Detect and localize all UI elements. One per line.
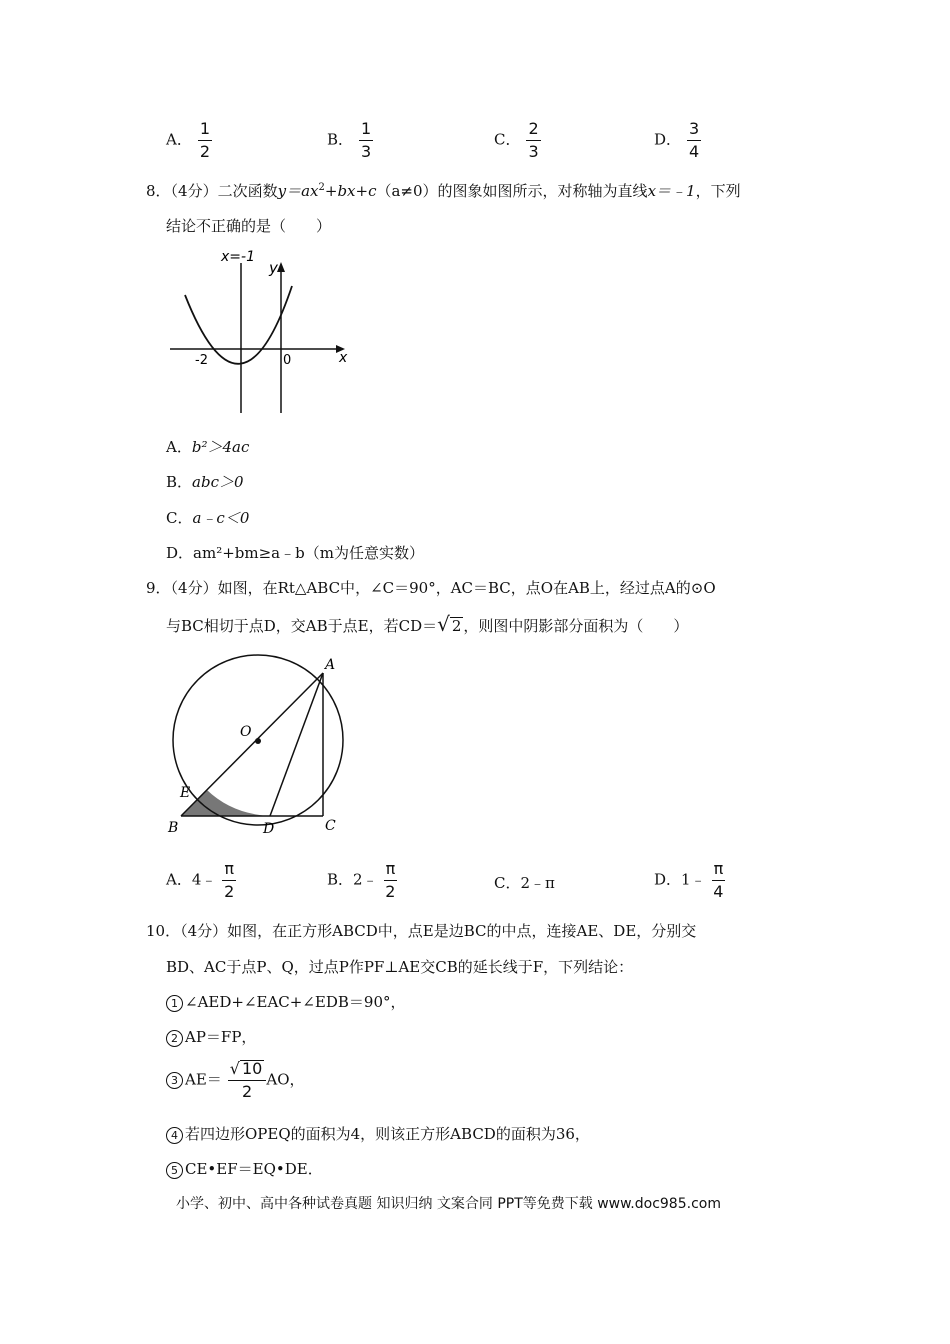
q7-option-d: D． $\frac{3}{4}$ (654, 119, 700, 161)
q8-stem-line2: 结论不正确的是（ ） (166, 217, 332, 235)
q9-stem-line2: 与BC相切于点D，交AB于点E，若CD＝√ 2 ，则图中阴影部分面积为（ ） (166, 612, 689, 636)
fraction: $\frac{\pi}{4}$ (713, 859, 724, 901)
q9-option-a: A．4﹣ $\frac{\pi}{2}$ (166, 859, 235, 901)
label-d: D (263, 821, 275, 837)
x-label: x (339, 350, 348, 366)
q7-option-c: C． $\frac{2}{3}$ (494, 119, 539, 161)
q8-option-d: D．am²+bm≥a﹣b（m为任意实数） (166, 544, 424, 562)
circled-number: 5 (166, 1162, 183, 1179)
symmetry-axis-label: x=-1 (221, 249, 255, 265)
fraction: $\frac{1}{2}$ (199, 119, 211, 161)
label-b: B (168, 820, 179, 836)
q9-option-b: B．2﹣ $\frac{\pi}{2}$ (327, 859, 396, 901)
q10-stem-line2: BD、AC于点P、Q，过点P作PF⊥AE交CB的延长线于F，下列结论： (166, 958, 634, 976)
q10-item-1: 1 ∠AED+∠EAC+∠EDB＝90°， (166, 991, 406, 1012)
q7-option-a: A． $\frac{1}{2}$ (166, 119, 211, 161)
circled-number: 2 (166, 1030, 183, 1047)
q8-parabola-graph (165, 248, 355, 418)
fraction: $\frac{\pi}{2}$ (224, 859, 235, 901)
origin-label: 0 (283, 353, 292, 368)
fraction: $\frac{2}{3}$ (528, 119, 539, 161)
q10-stem-line1: 10．（4分）如图，在正方形ABCD中，点E是边BC的中点，连接AE、DE，分别交 (146, 922, 697, 940)
q9-option-d: D．1﹣ $\frac{\pi}{4}$ (654, 859, 724, 901)
circled-number: 1 (166, 995, 183, 1012)
label-c: C (325, 818, 336, 834)
q8-stem-line1: 8．（4分）二次函数$y=ax^2+bx+c(a\ne 0)$的图象如图所示，对称轴为直线x＝﹣1，下列 (146, 182, 741, 200)
center-point (255, 738, 261, 744)
fraction: $\frac{1}{3}$ (361, 119, 372, 161)
q10-item-3: 3 AE＝ $\frac{√ 10}{2}$ AO， (166, 1060, 305, 1101)
fraction: $\frac{√ 10}{2}$ (228, 1060, 267, 1101)
q10-item-5: 5 CE•EF＝EQ•DE． (166, 1158, 323, 1179)
q7-option-b: B． $\frac{1}{3}$ (327, 119, 372, 161)
q8-option-c: C．a﹣c＜0 (166, 509, 250, 527)
q9-stem-line1: 9．（4分）如图，在Rt△ABC中，∠C＝90°，AC＝BC，点O在AB上，经过点A的⊙O (146, 579, 716, 597)
q8-option-b: B．abc＞0 (166, 473, 244, 491)
segment-ab (181, 673, 323, 816)
label-a: A (325, 657, 336, 673)
tick-neg2-label: -2 (195, 353, 208, 368)
q10-item-4: 4 若四边形OPEQ的面积为4，则该正方形ABCD的面积为36， (166, 1123, 590, 1144)
q10-item-2: 2 AP＝FP， (166, 1026, 256, 1047)
label-o: O (240, 724, 252, 740)
q9-option-c: C．2﹣π (494, 874, 555, 892)
fraction: $\frac{\pi}{2}$ (385, 859, 396, 901)
q8-option-a: A．b²＞4ac (166, 438, 250, 456)
segment-ad (270, 673, 323, 816)
q9-circle-figure (160, 640, 360, 845)
label-e: E (180, 785, 191, 801)
y-axis-arrow-icon (277, 262, 285, 272)
circled-number: 3 (166, 1072, 183, 1089)
fraction: $\frac{3}{4}$ (689, 119, 700, 161)
footer-text: 小学、初中、高中各种试卷真题 知识归纳 文案合同 PPT等免费下载 www.doc985.com (176, 1196, 721, 1212)
y-label: y (269, 259, 278, 277)
circled-number: 4 (166, 1127, 183, 1144)
